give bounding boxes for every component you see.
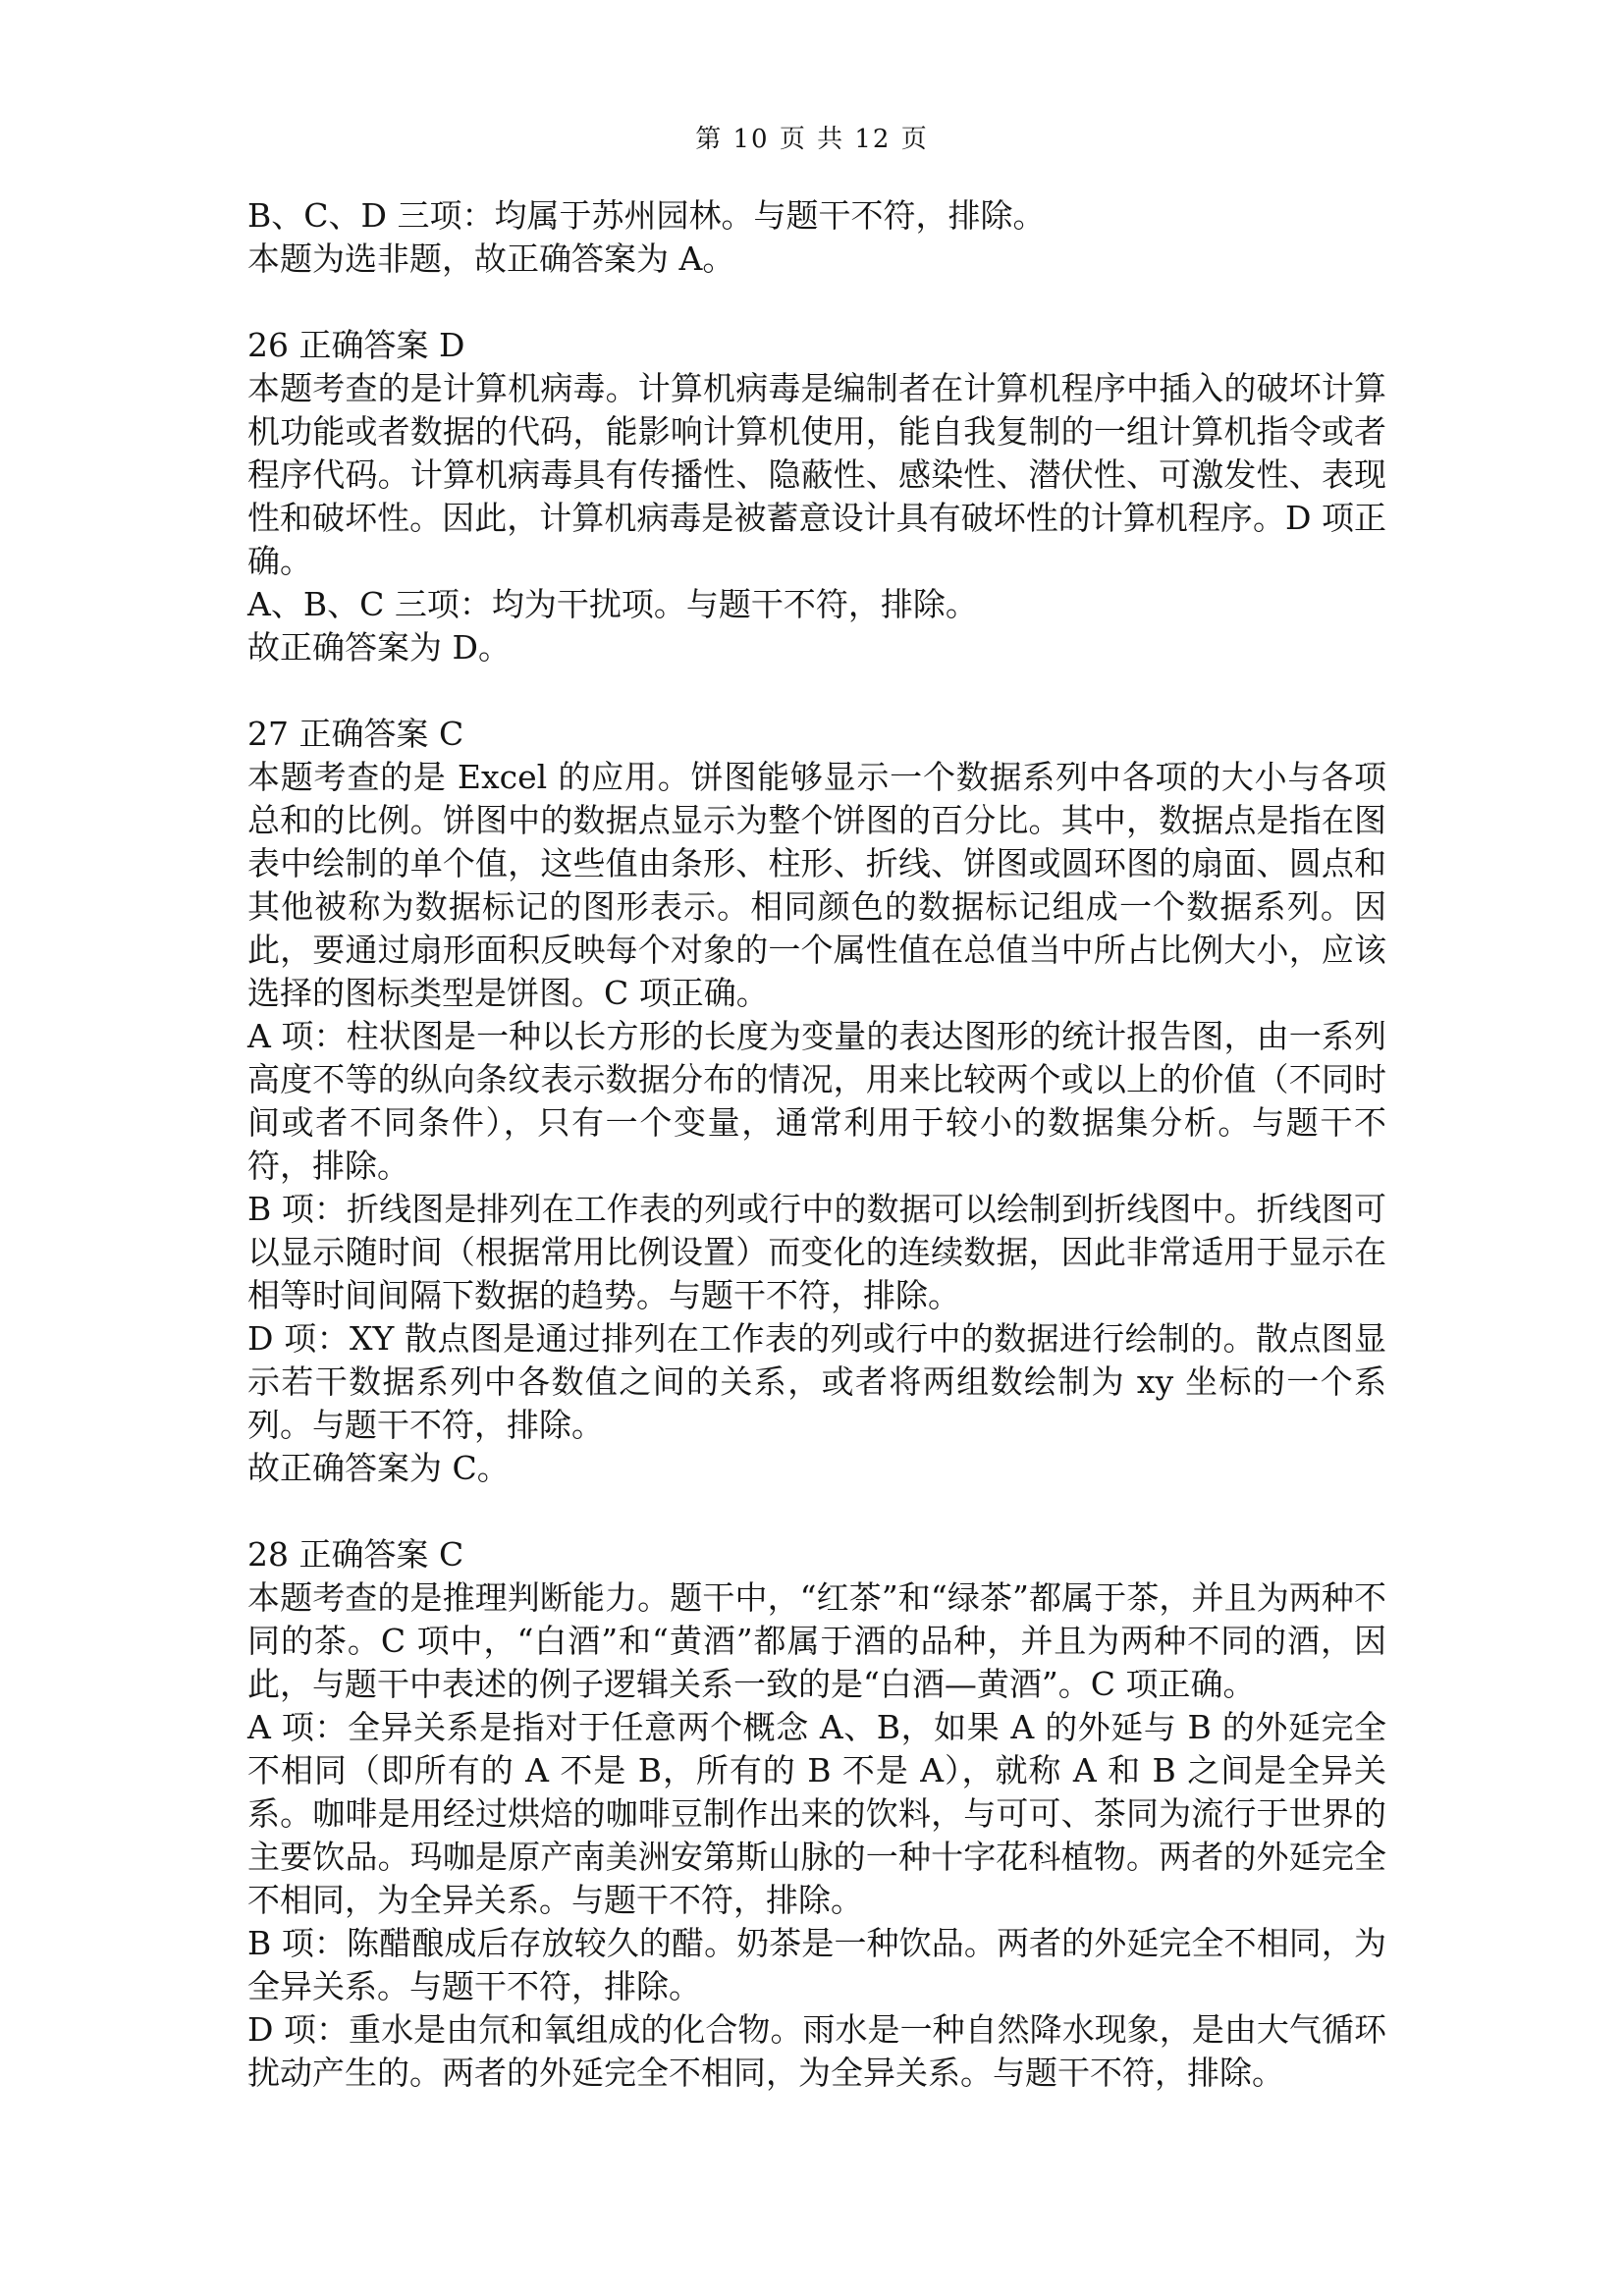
paragraph: D 项：XY 散点图是通过排列在工作表的列或行中的数据进行绘制的。散点图显示若干数据系列中各数值之间的关系，或者将两组数绘制为 xy 坐标的一个系列。与题干不符，排除。: [247, 1319, 1386, 1444]
answer-section-27: [247, 713, 1386, 1490]
answer-heading: 27 正确答案 C: [247, 715, 464, 753]
paragraph: 故正确答案为 C。: [247, 1449, 510, 1487]
paragraph: A 项：柱状图是一种以长方形的长度为变量的表达图形的统计报告图，由一系列高度不等的纵向条纹表示数据分布的情况，用来比较两个或以上的价值（不同时间或者不同条件），只有一个变量，通常利用于较小的数据集分析。与题干不符，排除。: [247, 1017, 1386, 1185]
paragraph: B 项：陈醋酿成后存放较久的醋。奶茶是一种饮品。两者的外延完全不相同，为全异关系。与题干不符，排除。: [247, 1924, 1386, 2005]
answer-section-26: [247, 324, 1386, 669]
paragraph: 本题考查的是推理判断能力。题干中，“红茶”和“绿茶”都属于茶，并且为两种不同的茶。C 项中，“白酒”和“黄酒”都属于酒的品种，并且为两种不同的酒，因此，与题干中表述的例子逻辑关系一致的是“白酒—黄酒”。C 项正确。: [247, 1578, 1386, 1703]
paragraph: A 项：全异关系是指对于任意两个概念 A、B，如果 A 的外延与 B 的外延完全不相同（即所有的 A 不是 B，所有的 B 不是 A），就称 A 和 B 之间是全异关系。咖啡是用经过烘焙的咖啡豆制作出来的饮料，与可可、茶同为流行于世界的主要饮品。玛咖是原产南美洲安第斯山脉的一种十字花科植物。两者的外延完全不相同，为全异关系。与题干不符，排除。: [247, 1708, 1386, 1919]
paragraph: 本题考查的是 Excel 的应用。饼图能够显示一个数据系列中各项的大小与各项总和的比例。饼图中的数据点显示为整个饼图的百分比。其中，数据点是指在图表中绘制的单个值，这些值由条形、柱形、折线、饼图或圆环图的扇面、圆点和其他被称为数据标记的图形表示。相同颜色的数据标记组成一个数据系列。因此，要通过扇形面积反映每个对象的一个属性值在总值当中所占比例大小，应该选择的图标类型是饼图。C 项正确。: [247, 758, 1386, 1012]
paragraph: 本题考查的是计算机病毒。计算机病毒是编制者在计算机程序中插入的破坏计算机功能或者数据的代码，能影响计算机使用，能自我复制的一组计算机指令或者程序代码。计算机病毒具有传播性、隐蔽性、感染性、潜伏性、可激发性、表现性和破坏性。因此，计算机病毒是被蓄意设计具有破坏性的计算机程序。D 项正确。: [247, 369, 1386, 580]
answer-section-25-tail: [247, 194, 1386, 281]
page-indicator: 第 10 页 共 12 页: [695, 125, 929, 154]
answer-heading: 26 正确答案 D: [247, 326, 465, 364]
paragraph: A、B、C 三项：均为干扰项。与题干不符，排除。: [247, 585, 978, 623]
paragraph: B 项：折线图是排列在工作表的列或行中的数据可以绘制到折线图中。折线图可以显示随时间（根据常用比例设置）而变化的连续数据，因此非常适用于显示在相等时间间隔下数据的趋势。与题干不符，排除。: [247, 1190, 1386, 1314]
answer-section-28: [247, 1533, 1386, 2095]
paragraph: D 项：重水是由氘和氧组成的化合物。雨水是一种自然降水现象，是由大气循环扰动产生的。两者的外延完全不相同，为全异关系。与题干不符，排除。: [247, 2010, 1386, 2092]
paragraph: 故正确答案为 D。: [247, 628, 511, 667]
answer-heading: 28 正确答案 C: [247, 1535, 464, 1574]
paragraph: B、C、D 三项：均属于苏州园林。与题干不符，排除。: [247, 196, 1046, 235]
document-body: [247, 194, 1386, 2095]
paragraph: 本题为选非题，故正确答案为 A。: [247, 240, 735, 278]
